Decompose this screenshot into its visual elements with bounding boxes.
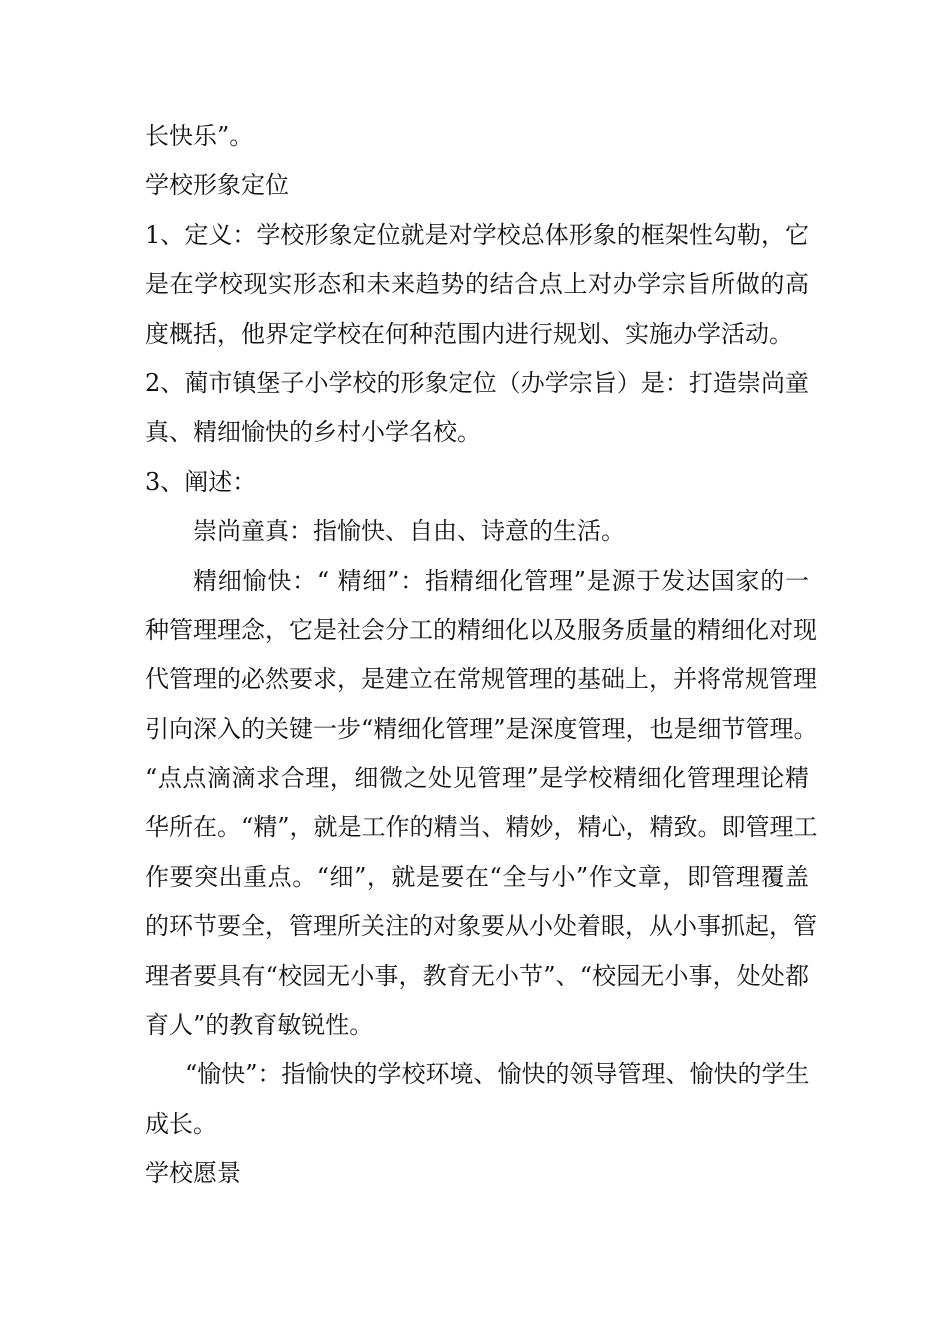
text-line: 育人”的教育敏锐性。 bbox=[145, 1011, 374, 1040]
text-line: “点点滴滴求合理，细微之处见管理”是学校精细化管理理论精 bbox=[145, 764, 809, 793]
text-line: 真、精细愉快的乡村小学名校。 bbox=[145, 418, 481, 447]
text-line: “愉快”：指愉快的学校环境、愉快的领导管理、愉快的学生 bbox=[185, 1060, 810, 1089]
text-line: 作要突出重点。“细”，就是要在“全与小”作文章，即管理覆盖 bbox=[145, 862, 809, 891]
text-line: 3、阐述： bbox=[145, 467, 257, 496]
text-line: 2、蔺市镇堡子小学校的形象定位（办学宗旨）是：打造崇尚童 bbox=[145, 368, 809, 397]
document-body bbox=[145, 112, 818, 1199]
text-line: 崇尚童真：指愉快、自由、诗意的生活。 bbox=[193, 517, 625, 546]
text-line: 度概括，他界定学校在何种范围内进行规划、实施办学活动。 bbox=[145, 319, 793, 348]
text-line: 代管理的必然要求，是建立在常规管理的基础上，并将常规管理 bbox=[145, 665, 817, 694]
text-line: 的环节要全，管理所关注的对象要从小处着眼，从小事抓起，管 bbox=[145, 912, 817, 941]
text-line: 种管理理念，它是社会分工的精细化以及服务质量的精细化对现 bbox=[145, 615, 817, 644]
section-heading: 学校愿景 bbox=[145, 1159, 241, 1188]
text-line: 华所在。“精”，就是工作的精当、精妙，精心，精致。即管理工 bbox=[145, 813, 818, 842]
text-line: 引向深入的关键一步“精细化管理”是深度管理，也是细节管理。 bbox=[145, 714, 818, 743]
text-line: 精细愉快：“ 精细”：指精细化管理”是源于发达国家的一 bbox=[193, 566, 809, 595]
text-line: 理者要具有“校园无小事，教育无小节”、“校园无小事，处处都 bbox=[145, 961, 809, 990]
text-line: 长快乐”。 bbox=[145, 122, 254, 150]
section-heading: 学校形象定位 bbox=[145, 171, 289, 200]
text-line: 成长。 bbox=[145, 1109, 217, 1138]
text-line: 是在学校现实形态和未来趋势的结合点上对办学宗旨所做的高 bbox=[145, 270, 809, 299]
text-line: 1、定义：学校形象定位就是对学校总体形象的框架性勾勒，它 bbox=[145, 220, 809, 249]
